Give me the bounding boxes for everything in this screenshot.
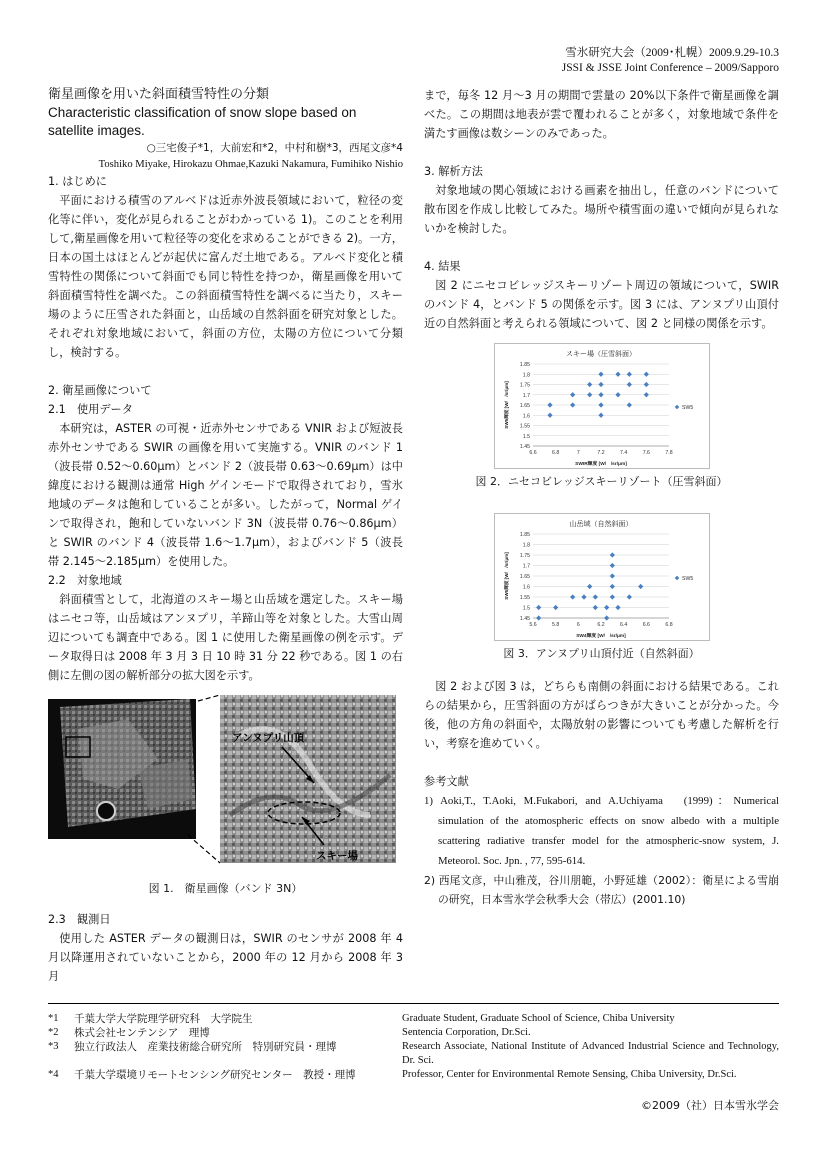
right-column [424, 86, 779, 909]
label-ski-resort: スキー場 [316, 850, 358, 862]
label-annupuri-summit: アンヌプリ山頂 [232, 732, 305, 744]
title-english-2: satellite images. [48, 123, 145, 138]
data-point [592, 605, 597, 610]
data-point [598, 402, 603, 407]
references-heading: 参考文献 [424, 775, 469, 788]
legend-label: SW5 [681, 576, 693, 582]
y-tick-label: 1.85 [519, 362, 530, 368]
x-tick-label: 6.2 [596, 622, 605, 628]
data-point [638, 584, 643, 589]
continued-paragraph: まで，毎冬 12 月〜3 月の期間で雲量の 20%以下条件で衛星画像を調べた。この期間は地表が雲で覆われることが多く，対象地域で条件を満たす画像は数シーンのみであった。 [424, 89, 779, 140]
figure-1 [48, 695, 403, 880]
footnote-en-2: Sentencia Corporation, Dr.Sci. [402, 1027, 531, 1038]
y-tick-label: 1.75 [519, 553, 530, 559]
x-tick-label: 7 [576, 450, 580, 456]
subsection-2-1-paragraph: 本研究は，ASTER の可視・近赤外センサである VNIR および短波長赤外センサである SWIR の画像を用いて実施する。VNIR のバンド 1（波長帯 0.52〜0.60μm）とバンド 2（波長帯 0.63〜0.69μm）は中緯度における観測は通常 High ゲインモードで取得されており，雪氷地域のデータは飽和していることが多い。したがって，Normal ゲインで取得され，飽和していないバンド 3N（波長帯 0.76〜0.86μm）と SWIR のバンド 4（波長帯 1.6〜1.7μm），およびバンド 5（波長帯 2.145〜2.185μm）を使用した。 [48, 422, 403, 568]
figure-2-caption: 図 2．ニセコビレッジスキーリゾート（圧雪斜面） [475, 475, 728, 488]
x-tick-label: 6.8 [664, 622, 673, 628]
y-tick-label: 1.7 [522, 563, 530, 570]
y-tick-label: 1.6 [522, 584, 530, 591]
data-point [553, 605, 558, 610]
data-point [643, 372, 648, 377]
y-tick-label: 1.45 [519, 444, 530, 450]
data-point [547, 402, 552, 407]
conference-header [562, 46, 779, 76]
x-tick-label: 6.6 [642, 622, 650, 628]
subsection-2-3-paragraph: 使用した ASTER データの観測日は，SWIR のセンサが 2008 年 4 月以降運用されていないことから，2000 年の 12 月から 2008 年 3 月 [48, 932, 403, 983]
left-column [48, 86, 403, 986]
subsection-2-2-paragraph: 斜面積雪として，北海道のスキー場と山岳域を選定した。スキー場はニセコ等，山岳域はアンヌプリ，羊蹄山等を対象とした。大雪山周辺についても調査中である。図 1 に使用した衛星画像の例を示す。データ取得日は 2008 年 3 月 3 日 10 時 31 分 22 秒である。図 1 の右側に左側の図の解析部分の拡大図を示す。 [48, 593, 403, 682]
data-point [626, 372, 631, 377]
data-point [570, 594, 575, 599]
data-point [615, 605, 620, 610]
y-tick-label: 1.7 [522, 392, 530, 399]
data-point [536, 615, 541, 620]
data-point [615, 372, 620, 377]
chart-title: 山岳域（自然斜面） [569, 521, 632, 528]
x-axis-label: SW4輝度 [W/ /sr/μm] [575, 634, 626, 639]
data-point [643, 392, 648, 397]
title-english-1: Characteristic classification of snow slope based on [48, 105, 357, 120]
header-line-2: JSSI & JSSE Joint Conference – 2009/Sapporo [561, 62, 779, 74]
y-tick-label: 1.45 [519, 616, 530, 622]
x-tick-label: 7.6 [642, 450, 650, 456]
data-point [598, 413, 603, 418]
section-4-paragraph: 図 2 にニセコビレッジスキーリゾート周辺の領域について，SWIR のバンド 4，とバンド 5 の関係を示す。図 3 には、アンヌプリ山頂付近の自然斜面と考えられる領域について、図 2 と同様の関係を示す。 [424, 279, 779, 330]
x-tick-label: 6 [576, 622, 580, 628]
y-tick-label: 1.85 [519, 532, 530, 538]
x-tick-label: 6.8 [551, 450, 559, 456]
header-line-1: 雪氷研究大会（2009･札幌）2009.9.29-10.3 [565, 47, 779, 59]
section-1-heading: 1. はじめに [48, 175, 107, 188]
data-point [609, 594, 614, 599]
authors-english: Toshiko Miyake, Hirokazu Ohmae,Kazuki Nakamura, Fumihiko Nishio [98, 159, 403, 170]
y-tick-label: 1.8 [522, 542, 530, 549]
data-point [547, 413, 552, 418]
y-tick-label: 1.6 [522, 413, 530, 420]
section-3-paragraph: 対象地域の関心領域における画素を抽出し，任意のバンドについて散布図を作成し比較してみた。場所や積雪面の違いで傾向が見られないかを検討した。 [424, 184, 779, 235]
data-point [609, 563, 614, 568]
x-tick-label: 6.6 [528, 450, 537, 456]
data-point [626, 382, 631, 387]
reference-2: 2) 西尾文彦，中山雅茂，谷川朋範，小野延雄（2002）：衛星による雪崩の研究，日本雪氷学会秋季大会（帯広）(2001.10) [424, 874, 779, 906]
data-point [592, 594, 597, 599]
data-point [609, 584, 614, 589]
figure-1-caption: 図 1. 衛星画像（バンド 3N） [148, 882, 303, 895]
legend-label: SW5 [681, 405, 693, 411]
data-point [609, 552, 614, 557]
footnote-ja-1: *1 千葉大学大学院理学研究科 大学院生 [48, 1013, 253, 1025]
footnote-ja-2: *2 株式会社センテンシア 理博 [48, 1027, 210, 1039]
x-axis-label: SWIR輝度 [W/ /sr/μm] [574, 462, 627, 467]
x-tick-label: 7.8 [664, 450, 673, 456]
y-tick-label: 1.75 [519, 382, 530, 389]
footnote-en-4: Professor, Center for Environmental Remote Sensing, Chiba University, Dr.Sci. [402, 1069, 737, 1080]
y-tick-label: 1.5 [522, 605, 530, 612]
data-point [570, 392, 575, 397]
y-tick-label: 1.65 [519, 574, 530, 580]
data-point [604, 605, 609, 610]
data-point [570, 402, 575, 407]
data-point [587, 584, 592, 589]
section-3-heading: 3. 解析方法 [424, 165, 483, 178]
x-tick-label: 6.4 [619, 622, 627, 628]
data-point [615, 392, 620, 397]
data-point [598, 392, 603, 397]
x-tick-label: 7.4 [619, 450, 627, 456]
figure-3-caption: 図 3．アンヌプリ山頂付近（自然斜面） [503, 647, 700, 660]
data-point [598, 382, 603, 387]
section-4-paragraph-2: 図 2 および図 3 は，どちらも南側の斜面における結果である。これらの結果から，圧雪斜面の方がばらつきが大きいことが分かった。今後，他の方角の斜面や，太陽放射の影響についても考慮した解析を行い，考察を進めていく。 [424, 680, 779, 750]
y-tick-label: 1.55 [519, 423, 530, 430]
subsection-2-2-heading: 2.2 対象地域 [48, 574, 122, 587]
y-tick-label: 1.5 [522, 433, 530, 440]
x-tick-label: 5.6 [528, 622, 537, 628]
data-point [609, 573, 614, 578]
data-point [581, 594, 586, 599]
subsection-2-1-heading: 2.1 使用データ [48, 403, 133, 416]
y-tick-label: 1.8 [522, 372, 530, 379]
data-point [536, 605, 541, 610]
legend-marker [674, 576, 679, 581]
data-point [626, 402, 631, 407]
data-point [587, 382, 592, 387]
footnotes-japanese [48, 1012, 388, 1082]
chart-title: スキー場（圧雪斜面） [565, 351, 636, 358]
footnotes-english [402, 1012, 779, 1082]
y-axis-label: SW5輝度 [W/ /sr/μm] [503, 381, 509, 429]
data-point [598, 372, 603, 377]
title-japanese: 衛星画像を用いた斜面積雪特性の分類 [48, 87, 270, 102]
footnote-en-1: Graduate Student, Graduate School of Science, Chiba University [402, 1013, 675, 1024]
y-tick-label: 1.55 [519, 595, 530, 601]
data-point [626, 594, 631, 599]
data-point [604, 615, 609, 620]
footnote-en-3: Research Associate, National Institute of Advanced Industrial Science and Technology, Dr. Sci. [402, 1041, 779, 1066]
section-2-heading: 2. 衛星画像について [48, 384, 152, 397]
subsection-2-3-heading: 2.3 観測日 [48, 913, 111, 926]
data-point [643, 382, 648, 387]
reference-1: 1) Aoki,T., T.Aoki, M.Fukabori, and A.Uchiyama (1999)：Numerical simulation of the atomospheric effects on snow albedo with a multiple scattering radiative transfer model for the atmospheric-snow system, J. Meteorol. Soc. Jpn. , 77, 595-614. [424, 795, 779, 867]
y-tick-label: 1.65 [519, 403, 530, 409]
footer-divider [48, 1003, 779, 1004]
authors-japanese: ○三宅俊子*1，大前宏和*2，中村和樹*3，西尾文彦*4 [146, 142, 403, 154]
copyright: ©2009（社）日本雪氷学会 [641, 1099, 779, 1112]
satellite-image-zoom [220, 695, 396, 863]
footnote-ja-4: *4 千葉大学環境リモートセンシング研究センター 教授・理博 [48, 1069, 356, 1081]
figure-2-scatter-chart [494, 343, 710, 469]
section-1-paragraph: 平面における積雪のアルベドは近赤外波長領域において，粒径の変化等に伴い，変化が見られることがわかっている 1)。このことを利用して,衛星画像を用いて粒径等の変化を求めることができる 2)。一方，日本の国土はほとんどが起伏に富んだ土地である。アルベド変化と積雪特性の関係について斜面でも同じ特性を持つか，衛星画像を用いて斜面積雪特性を調べた。この斜面積雪特性を調べるに当たり，スキー場のように圧雪された斜面と，山岳域の自然斜面を研究対象とした。それぞれ対象地域において，斜面の方位，太陽の方位について分類し，検討する。 [48, 194, 403, 359]
footnote-ja-3: *3 独立行政法人 産業技術総合研究所 特別研究員・理博 [48, 1041, 337, 1053]
x-tick-label: 7.2 [596, 450, 605, 456]
data-point [587, 392, 592, 397]
section-4-heading: 4. 結果 [424, 260, 461, 273]
legend-marker [674, 405, 679, 410]
y-axis-label: SW5輝度 [W/ /sr/μm] [503, 552, 509, 600]
x-tick-label: 5.8 [551, 622, 559, 628]
figure-3-scatter-chart [494, 513, 710, 641]
